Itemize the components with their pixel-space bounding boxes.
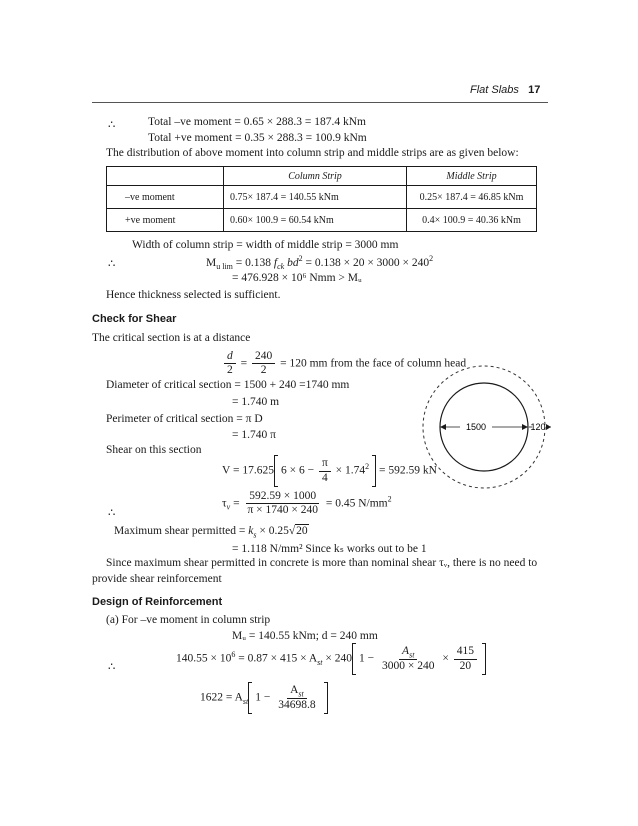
table-row [107, 209, 537, 232]
fraction-d-over-2: $\frac{d}{2}$ [224, 350, 236, 377]
fraction-415-over-20: $\frac{415}{20}$ [454, 645, 477, 672]
table-header: Column Strip [224, 167, 407, 186]
fraction-shear-stress: $\frac{592.59 \times 1000}{\pi \times 1740 \times 240}$ [247, 490, 318, 517]
arrow-right-icon [522, 424, 528, 430]
nominal-shear-equation: $\tau_v$ = $\frac{592.59 \times 1000}{\pi \times 1740 \times 240}$ = 0.45 $N/mm^2$ [222, 490, 392, 517]
perimeter-result: = 1.740 π [232, 429, 276, 441]
reinforcement-simplified: $1622 = A_{st}$ 1 − $\frac{A_{st}}{34698.8}$ [200, 682, 328, 714]
total-negative-moment: Total –ve moment = 0.65 × 288.3 = 187.4 kNm [148, 116, 366, 128]
strip-width-line: Width of column strip = width of middle strip = 3000 mm [132, 239, 399, 251]
perimeter-critical-section: Perimeter of critical section = π D [106, 413, 263, 425]
heading-check-shear: Check for Shear [92, 313, 177, 325]
hence-sufficient: Hence thickness selected is sufficient. [106, 289, 281, 301]
mu-and-depth: Mᵤ = 140.55 kNm; d = 240 mm [232, 630, 378, 642]
shear-on-section: Shear on this section [106, 444, 202, 456]
distribution-text: The distribution of above moment into column strip and middle strips are as given below: [106, 147, 519, 159]
page-header [470, 84, 540, 96]
running-title: Flat Slabs [470, 84, 519, 96]
total-positive-moment: Total +ve moment = 0.35 × 288.3 = 100.9 kNm [148, 132, 367, 144]
max-shear-permitted: Maximum shear permitted = $k_s \times 0.25√20$ [114, 525, 308, 540]
therefore-symbol: ∴ [108, 507, 116, 519]
header-rule [92, 102, 548, 103]
table-cell: 0.60× 100.9 = 60.54 kNm [224, 209, 407, 232]
reinforcement-equation: $140.55 \times 10^6 = 0.87 \times 415 \times A_{st} \times 240$ 1 − $\frac{A_{st}}{3000 \times 240}$ × $\frac{415}{20}$ [176, 643, 486, 675]
therefore-symbol: ∴ [108, 661, 116, 673]
page-number: 17 [528, 84, 541, 96]
fraction-ast-over-bd: $\frac{A_{st}}{3000 \times 240}$ [381, 644, 435, 673]
heading-design-reinforcement: Design of Reinforcement [92, 596, 223, 608]
part-a-label: (a) For –ve moment in column strip [106, 614, 271, 626]
table-cell: 0.4× 100.9 = 40.36 kNm [407, 209, 537, 232]
table-row [107, 186, 537, 209]
arrow-left-icon [440, 424, 446, 430]
since-statement-continued: provide shear reinforcement [92, 573, 222, 585]
outer-dimension-label: 120 [530, 422, 546, 432]
table-cell: 0.75× 187.4 = 140.55 kNm [224, 186, 407, 209]
table-cell: +ve moment [107, 209, 224, 232]
therefore-symbol: ∴ [108, 119, 116, 131]
therefore-symbol: ∴ [108, 258, 116, 270]
mu-lim-equation: $M_{u lim} = 0.138$ $f_{ck}$ $bd^2 = 0.138 \times 20 \times 3000 \times 240^2$ [206, 254, 434, 272]
table-cell: –ve moment [107, 186, 224, 209]
shear-force-equation: V = 17.625 6 × 6 − $\frac{\pi}{4}$ × $1.74^2 = 592.59$ kN [222, 455, 437, 487]
since-statement: Since maximum shear permitted in concrete is more than nominal shear τᵥ, there is no need to [106, 557, 538, 569]
moment-table [106, 166, 537, 232]
fraction-ast-over-34698: $\frac{A_{st}}{34698.8}$ [278, 683, 316, 712]
inner-dimension-label: 1500 [465, 422, 487, 432]
arrow-head-icon [546, 424, 551, 430]
mu-lim-result: = 476.928 × 10⁶ Nmm > Mᵤ [232, 272, 362, 284]
fraction-pi-over-4: $\frac{\pi}{4}$ [319, 457, 331, 484]
table-cell: 0.25× 187.4 = 46.85 kNm [407, 186, 537, 209]
table-header: Middle Strip [407, 167, 537, 186]
critical-distance-equation: $\frac{d}{2}$ = $\frac{240}{2}$ = 120 mm from the face of column head [222, 350, 466, 377]
table-header-row [107, 167, 537, 186]
table-header [107, 167, 224, 186]
diameter-critical-section: Diameter of critical section = 1500 + 240 =1740 mm [106, 379, 350, 391]
fraction-240-over-2: $\frac{240}{2}$ [252, 350, 275, 377]
diameter-result: = 1.740 m [232, 396, 280, 408]
critical-section-text: The critical section is at a distance [92, 332, 251, 344]
max-shear-result: = 1.118 N/mm² Since kₛ works out to be 1 [232, 543, 427, 555]
